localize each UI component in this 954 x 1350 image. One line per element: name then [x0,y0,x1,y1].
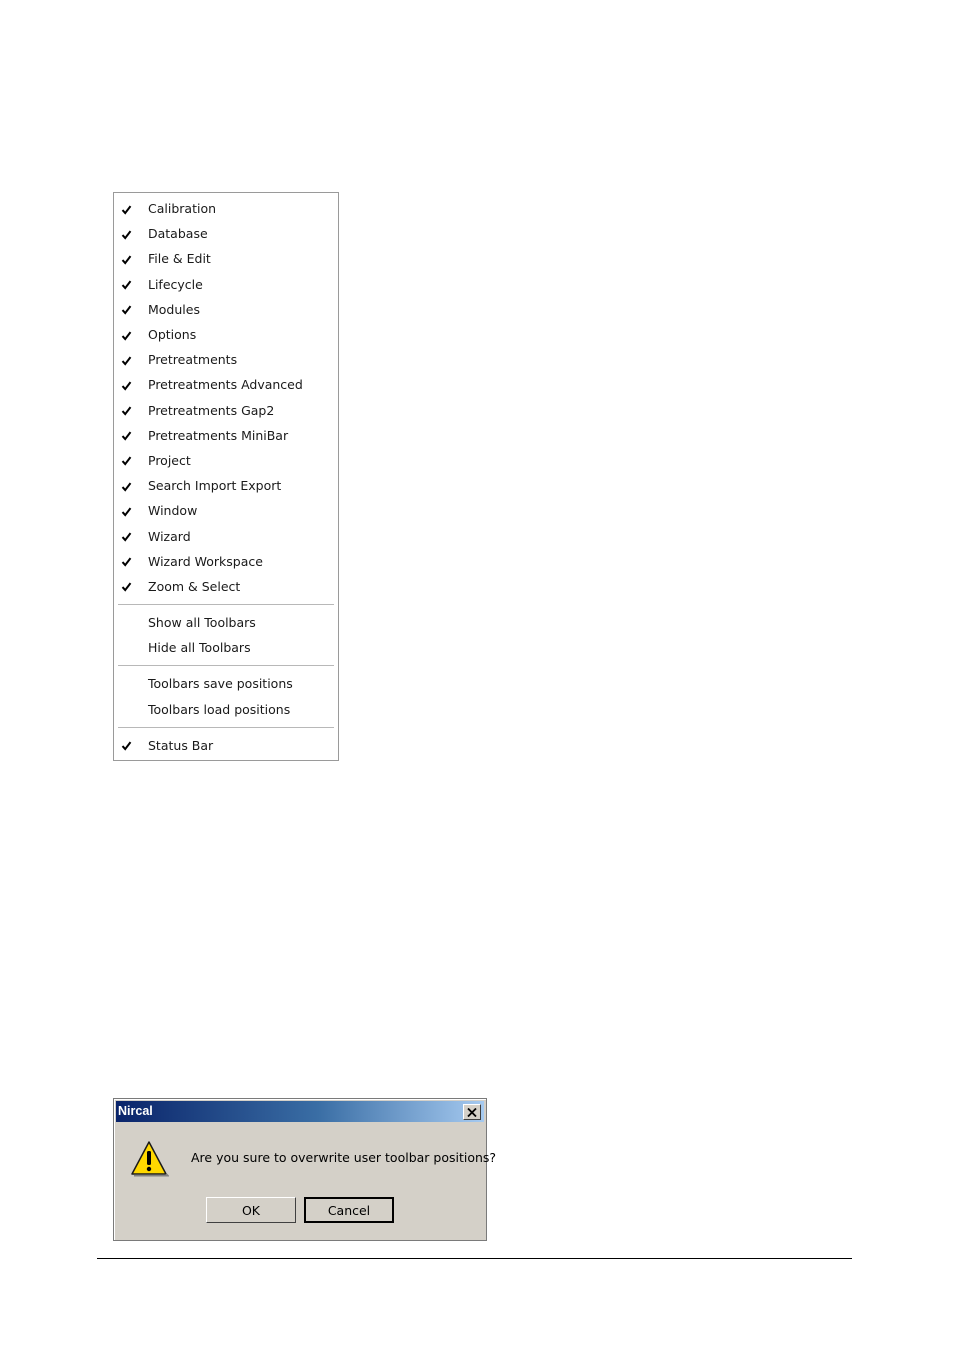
menu-separator [118,727,334,728]
menu-item-toolbar[interactable] [114,347,338,372]
menu-item-label: Pretreatments [148,352,238,368]
checkmark-icon [121,532,132,543]
page-footer-rule [97,1258,852,1259]
checkmark-icon [121,406,132,417]
checkmark-icon [121,355,132,366]
checkmark-icon [121,229,132,240]
menu-item-label: Wizard Workspace [148,553,263,569]
menu-item-label: Lifecycle [148,276,203,292]
checkmark-icon [121,506,132,517]
menu-item-toolbar[interactable] [114,549,338,574]
checkmark-icon [121,381,132,392]
dialog-title: Nircal [118,1104,153,1118]
ok-button[interactable]: OK [206,1197,296,1223]
menu-item-label: Zoom & Select [148,578,241,594]
menu-item-label: Status Bar [148,737,214,753]
checkmark-icon [121,431,132,442]
menu-item-label: Pretreatments Gap2 [148,402,275,418]
menu-item-label: Project [148,452,191,468]
menu-item-label: Toolbars load positions [148,701,291,717]
menu-item-label: Wizard [148,528,191,544]
menu-item-label: Database [148,226,208,242]
cancel-button[interactable]: Cancel [304,1197,394,1223]
toolbars-context-menu [113,192,339,761]
menu-item-toolbar[interactable] [114,574,338,599]
menu-item-label: Pretreatments Advanced [148,377,303,393]
menu-item-toolbar[interactable] [114,498,338,523]
menu-item-toolbar[interactable] [114,297,338,322]
menu-item-label: Search Import Export [148,478,282,494]
menu-item-label: File & Edit [148,251,211,267]
toolbar-items-group [114,196,338,599]
menu-item-status-bar[interactable] [114,733,338,758]
checkmark-icon [121,582,132,593]
dialog-message: Are you sure to overwrite user toolbar positions? [191,1150,497,1165]
menu-item-toolbar[interactable] [114,246,338,271]
checkmark-icon [121,557,132,568]
checkmark-icon [121,255,132,266]
checkmark-icon [121,330,132,341]
menu-item-label: Calibration [148,201,217,217]
menu-item-toolbar[interactable] [114,372,338,397]
checkmark-icon [121,741,132,752]
menu-item-show-all-toolbars[interactable] [114,610,338,635]
confirm-dialog [113,1098,497,1241]
menu-item-toolbar[interactable] [114,523,338,548]
menu-item-toolbar[interactable] [114,473,338,498]
menu-item-label: Toolbars save positions [148,676,293,692]
checkmark-icon [121,481,132,492]
menu-item-toolbars-save-positions[interactable] [114,671,338,696]
warning-icon [129,1139,169,1179]
close-button[interactable] [463,1104,481,1120]
menu-separator [118,604,334,605]
checkmark-icon [121,456,132,467]
menu-item-label: Options [148,327,197,343]
menu-item-toolbar[interactable] [114,196,338,221]
menu-item-label: Hide all Toolbars [148,640,251,656]
menu-item-label: Modules [148,301,200,317]
checkmark-icon [121,305,132,316]
close-icon [467,1108,477,1117]
menu-item-label: Show all Toolbars [148,615,256,631]
menu-item-toolbar[interactable] [114,448,338,473]
menu-item-toolbar[interactable] [114,398,338,423]
menu-item-toolbar[interactable] [114,272,338,297]
menu-item-toolbars-load-positions[interactable] [114,697,338,722]
menu-separator [118,665,334,666]
checkmark-icon [121,204,132,215]
dialog-titlebar[interactable] [116,1101,484,1122]
menu-item-label: Pretreatments MiniBar [148,427,289,443]
menu-item-toolbar[interactable] [114,221,338,246]
menu-item-hide-all-toolbars[interactable] [114,635,338,660]
menu-item-label: Window [148,503,198,519]
checkmark-icon [121,280,132,291]
menu-item-toolbar[interactable] [114,423,338,448]
menu-item-toolbar[interactable] [114,322,338,347]
